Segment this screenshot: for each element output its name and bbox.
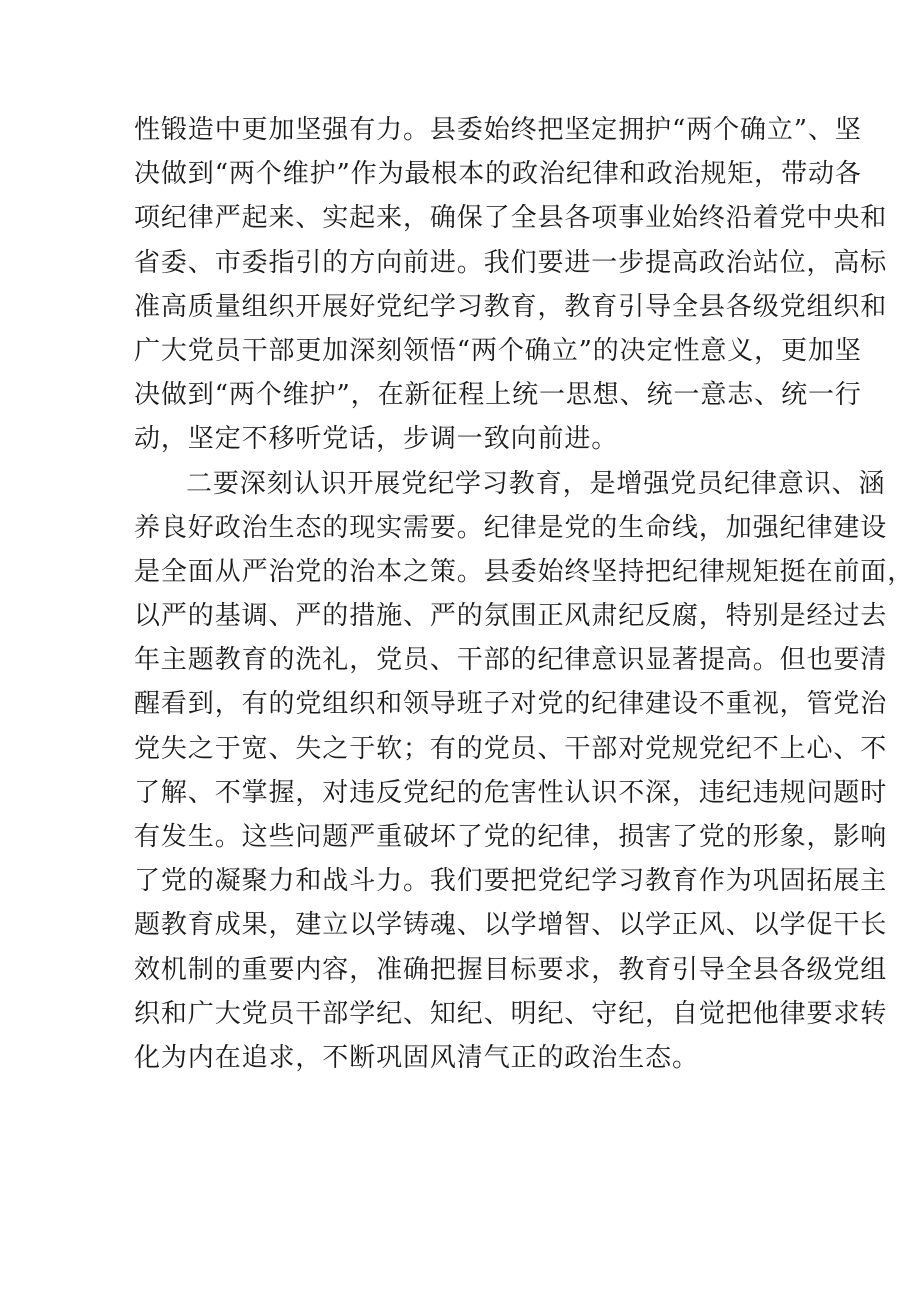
document-body <box>134 108 915 1080</box>
text-line: 效机制的重要内容，准确把握目标要求，教育引导全县各级党组 <box>134 954 888 985</box>
text-line: 动，坚定不移听党话，步调一致向前进。 <box>134 424 619 455</box>
text-line: 项纪律严起来、实起来，确保了全县各项事业始终沿着党中央和 <box>134 203 888 234</box>
text-line: 党失之于宽、失之于软；有的党员、干部对党规党纪不上心、不 <box>134 733 888 764</box>
text-line: 准高质量组织开展好党纪学习教育，教育引导全县各级党组织和 <box>134 291 888 322</box>
text-line: 性锻造中更加坚强有力。县委始终把坚定拥护“两个确立”、坚 <box>134 115 862 145</box>
text-line: 省委、市委指引的方向前进。我们要进一步提高政治站位，高标 <box>134 247 888 278</box>
paragraph-1 <box>134 108 888 462</box>
text-line: 广大党员干部更加深刻领悟“两个确立”的决定性意义，更加坚 <box>134 335 862 366</box>
text-line: 了党的凝聚力和战斗力。我们要把党纪学习教育作为巩固拓展主 <box>134 866 888 897</box>
text-line: 了解、不掌握，对违反党纪的危害性认识不深，违纪违规问题时 <box>134 777 888 808</box>
text-line: 醒看到，有的党组织和领导班子对党的纪律建设不重视，管党治 <box>134 689 888 720</box>
text-line: 以严的基调、严的措施、严的氛围正风肃纪反腐，特别是经过去 <box>134 601 888 632</box>
text-line: 有发生。这些问题严重破坏了党的纪律，损害了党的形象，影响 <box>134 822 888 852</box>
text-line: 决做到“两个维护”作为最根本的政治纪律和政治规矩，带动各 <box>134 159 862 190</box>
text-line: 是全面从严治党的治本之策。县委始终坚持把纪律规矩挺在前面， <box>134 556 915 587</box>
text-line: 题教育成果，建立以学铸魂、以学增智、以学正风、以学促干长 <box>134 910 888 941</box>
text-line: 化为内在追求，不断巩固风清气正的政治生态。 <box>134 1042 699 1073</box>
paragraph-2 <box>134 462 915 1081</box>
text-line: 年主题教育的洗礼，党员、干部的纪律意识显著提高。但也要清 <box>134 645 888 676</box>
text-line: 织和广大党员干部学纪、知纪、明纪、守纪，自觉把他律要求转 <box>134 998 888 1029</box>
text-line: 决做到“两个维护”，在新征程上统一思想、统一意志、统一行 <box>134 380 862 411</box>
text-line: 养良好政治生态的现实需要。纪律是党的生命线，加强纪律建设 <box>134 512 888 543</box>
text-line: 二要深刻认识开展党纪学习教育，是增强党员纪律意识、涵 <box>186 468 886 499</box>
